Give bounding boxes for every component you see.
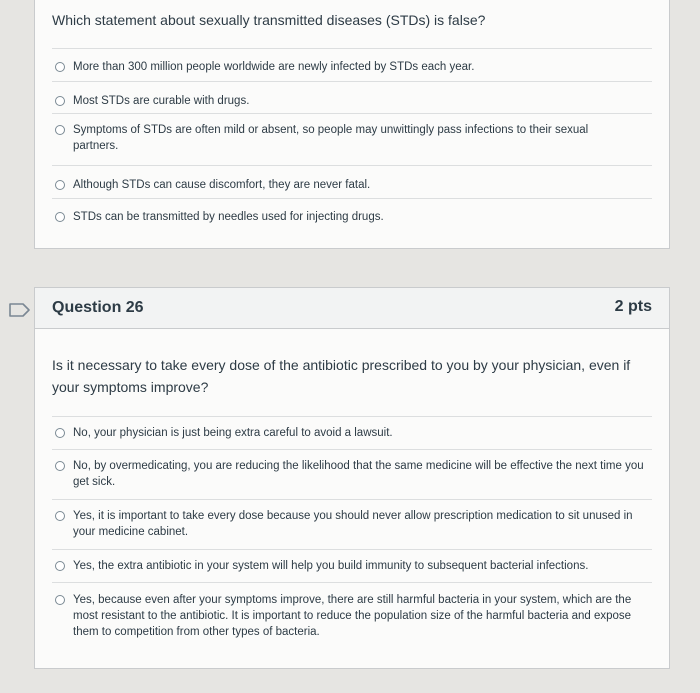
option-label: Most STDs are curable with drugs. [73, 95, 250, 107]
q26-option-5[interactable] [55, 592, 647, 640]
divider [52, 582, 652, 583]
q26-option-3[interactable] [55, 508, 647, 540]
option-label: More than 300 million people worldwide are newly infected by STDs each year. [73, 61, 475, 73]
radio-button[interactable] [55, 62, 65, 72]
q26-option-1[interactable] [55, 425, 647, 441]
divider [52, 48, 652, 49]
flag-question-icon[interactable] [8, 302, 32, 318]
radio-button[interactable] [55, 561, 65, 571]
divider [52, 549, 652, 550]
option-label: STDs can be transmitted by needles used for injecting drugs. [73, 211, 384, 223]
question-header [35, 288, 669, 329]
q25-option-2[interactable] [55, 93, 647, 109]
divider [52, 449, 652, 450]
option-label: Symptoms of STDs are often mild or absent, so people may unwittingly pass infections to their sexual partners. [73, 124, 589, 152]
option-label: Yes, because even after your symptoms improve, there are still harmful bacteria in your system, which are the most resistant to the antibiotic. It is important to reduce the population size of the harmful bacteria and expose them to competition from other types of bacteria. [73, 594, 632, 638]
q25-option-3[interactable] [55, 122, 629, 154]
q25-option-5[interactable] [55, 209, 647, 225]
question-26-text: Is it necessary to take every dose of the antibiotic prescribed to you by your physician, even if your symptoms improve? [52, 357, 631, 395]
option-label: Although STDs can cause discomfort, they are never fatal. [73, 179, 371, 191]
divider [52, 81, 652, 82]
q26-option-2[interactable] [55, 458, 647, 490]
divider [52, 198, 652, 199]
q26-option-4[interactable] [55, 558, 647, 574]
radio-button[interactable] [55, 125, 65, 135]
question-title: Question 26 [52, 299, 144, 316]
divider [52, 165, 652, 166]
radio-button[interactable] [55, 96, 65, 106]
radio-button[interactable] [55, 428, 65, 438]
q25-option-4[interactable] [55, 177, 647, 193]
option-label: Yes, it is important to take every dose because you should never allow prescription medication to sit unused in your medicine cabinet. [73, 510, 633, 538]
q25-option-1[interactable] [55, 59, 647, 75]
divider [52, 113, 652, 114]
question-25-card [34, 0, 670, 249]
option-label: No, by overmedicating, you are reducing the likelihood that the same medicine will be effective the next time you get sick. [73, 460, 644, 488]
radio-button[interactable] [55, 595, 65, 605]
question-points: 2 pts [614, 298, 652, 315]
divider [52, 416, 652, 417]
question-25-text: Which statement about sexually transmitted diseases (STDs) is false? [52, 12, 486, 28]
option-label: No, your physician is just being extra careful to avoid a lawsuit. [73, 427, 393, 439]
radio-button[interactable] [55, 212, 65, 222]
radio-button[interactable] [55, 180, 65, 190]
radio-button[interactable] [55, 511, 65, 521]
option-label: Yes, the extra antibiotic in your system will help you build immunity to subsequent bacterial infections. [73, 560, 589, 572]
divider [52, 499, 652, 500]
question-26-card [34, 287, 670, 669]
radio-button[interactable] [55, 461, 65, 471]
